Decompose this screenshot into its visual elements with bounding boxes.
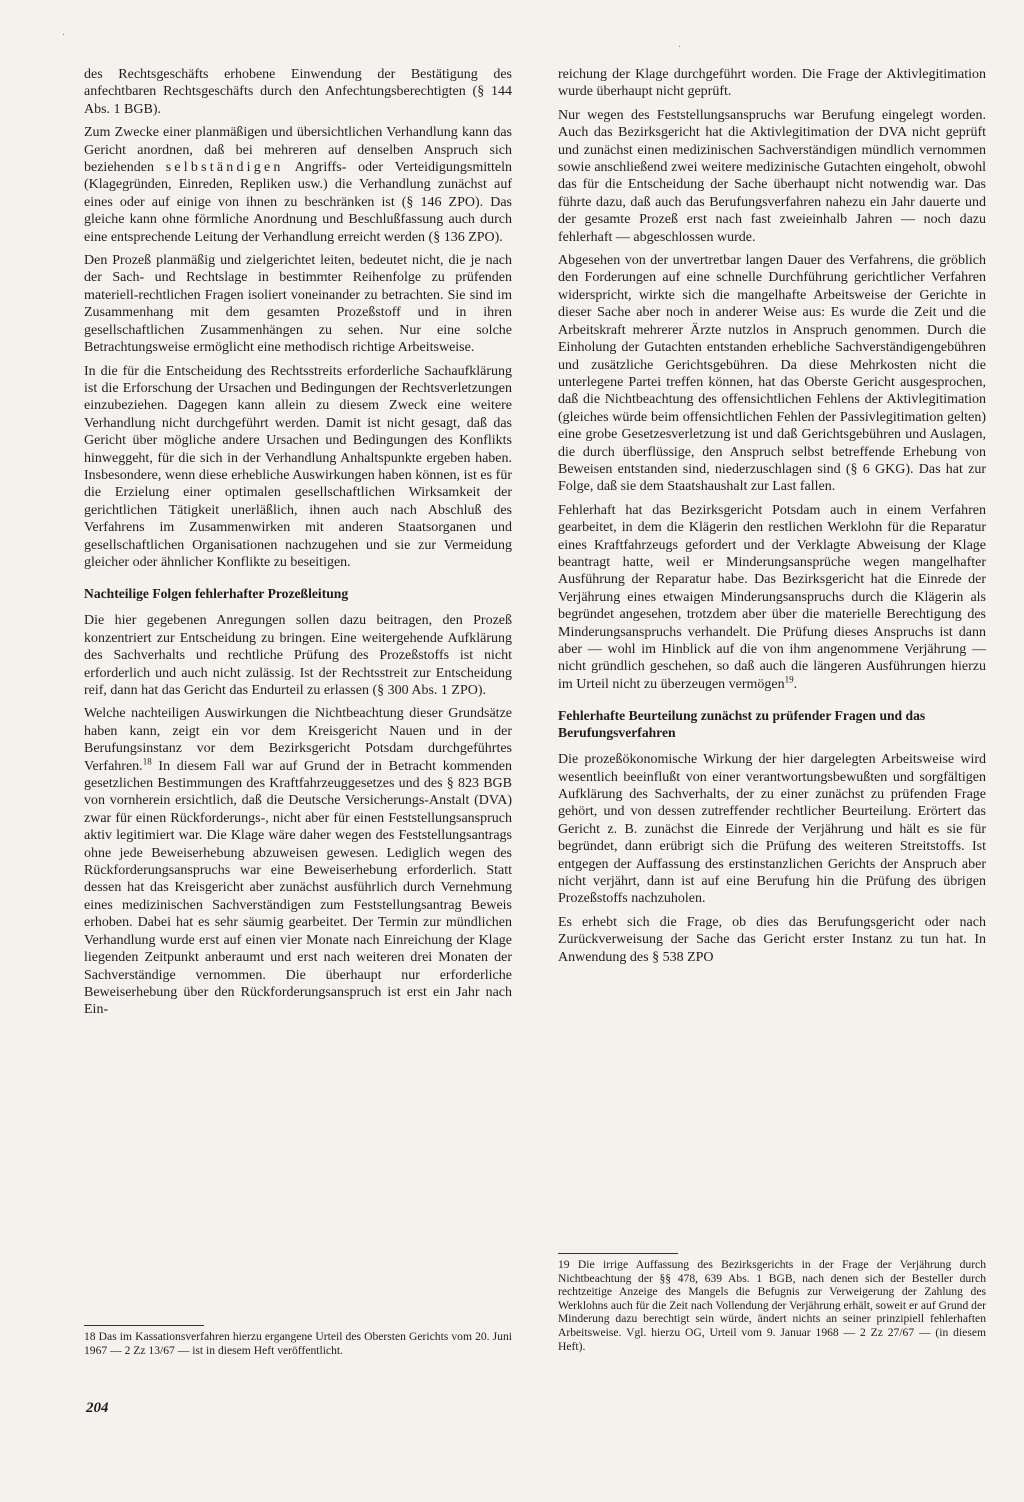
paragraph: Nur wegen des Feststellungsanspruchs war Berufung eingelegt worden. Auch das Bezirksgericht hat die Aktivlegitimation der DVA nicht geprüft und zunächst einen medizinischen Sachverständigen mündlich vernommen sowie anschließend zwei weitere medizinische Gutachten eingeholt, obwohl das für die Entscheidung der Sache überhaupt nicht notwendig war. Das führte dazu, daß auch das Berufungsverfahren nahezu ein Jahr dauerte und der gesamte Prozeß erst nach fast zweieinhalb Jahren — noch dazu fehlerhaft — abgeschlossen wurde. bbox=[558, 107, 986, 245]
paragraph: Den Prozeß planmäßig und zielgerichtet leiten, bedeutet nicht, die je nach der Sach- und Rechtslage in bestimmter Reihenfolge zu prüfenden materiell-rechtlichen Fragen isoliert voneinander zu betrachten. Sie sind im Zusammenhang mit dem gesamten Prozeßstoff und in ihren gesellschaftlichen Zusammenhängen zu sehen. Nur eine solche Betrachtungsweise ermöglicht eine methodisch richtige Arbeitsweise. bbox=[84, 253, 512, 356]
footnote-rule bbox=[558, 1253, 678, 1254]
paragraph: Zum Zwecke einer planmäßigen und übersichtlichen Verhandlung kann das Gericht anordnen, daß bei mehreren auf denselben Anspruch sich beziehenden selbständigen Angriffs- oder Verteidigungsmitteln (Klagegründen, Einreden, Repliken usw.) die Verhandlung zunächst auf eines oder auf einige von ihnen zu beschränken ist (§ 146 ZPO). Das gleiche kann ohne förmliche Anordnung und Beschlußfassung auch durch eine entsprechende Leitung der Verhandlung erreicht werden (§ 136 ZPO). bbox=[84, 125, 512, 245]
page-number: 204 bbox=[86, 1400, 109, 1416]
footnote-rule bbox=[84, 1325, 204, 1326]
paragraph: In die für die Entscheidung des Rechtsstreits erforderliche Sachaufklärung ist die Erforschung der Ursachen und Bedingungen der Rechtsverletzungen einzubeziehen. Dagegen kann allein zu diesem Zweck eine weitere Verhandlung nicht durchgeführt werden. Damit ist nicht gesagt, daß das Gericht über mögliche andere Ursachen und Bedingungen des Konflikts hinweggeht, für die sich in der Verhandlung Anhaltspunkte ergeben haben. Insbesondere, wenn diese erhebliche Auswirkungen haben können, ist es für die Erzielung einer optimalen gesellschaftlichen Wirksamkeit der gerichtlichen Tätigkeit unerläßlich, ihnen auch nach Abschluß des Verfahrens im Zusammenwirken mit anderen Staatsorganen und gesellschaftlichen Organisationen nachzugehen und sie zur Vermeidung gleicher oder ähnlicher Konflikte zu beseitigen. bbox=[84, 363, 512, 570]
scan-speck: · bbox=[678, 42, 682, 53]
left-column bbox=[84, 66, 512, 1025]
paragraph: Fehlerhaft hat das Bezirksgericht Potsdam auch in einem Verfahren gearbeitet, in dem die Klägerin den restlichen Werklohn für die Reparatur eines Kraftfahrzeugs gefordert und der Verklagte Abweisung der Klage beantragt hatte, weil er Minderungsansprüche wegen mangelhafter Ausführung der Reparatur habe. Das Bezirksgericht hat die Einrede der Verjährung eines etwaigen Minderungsanspruchs durch die Klägerin als begründet angesehen, trotzdem aber über die materielle Berechtigung des Minderungsanspruchs verhandelt. Die Prüfung dieses Anspruchs ist dann aber — wohl im Hinblick auf die von ihm angenommene Verjährung — nicht gründlich geschehen, so daß auch die längeren Ausführungen hierzu im Urteil nicht zu überzeugen vermögen$^{19}$. bbox=[558, 502, 986, 692]
footnote-ref: 19 bbox=[784, 674, 794, 685]
paragraph: Abgesehen von der unvertretbar langen Dauer des Verfahrens, die gröblich den Forderungen auf eine schnelle Durchführung gerichtlicher Verfahren widerspricht, wirkte sich die mangelhafte Arbeitsweise der Gerichte in dieser Sache aber noch in anderer Weise aus: Es wurde die Zeit und die Arbeitskraft mehrerer Ärzte nutzlos in Anspruch genommen. Durch die Einholung der Gutachten entstanden erhebliche Sachverständigengebühren und zusätzliche Gerichtsgebühren. Da diese Mehrkosten nicht die unterlegene Partei treffen können, hat das Oberste Gericht ausgesprochen, daß die Nichtbeachtung des offensichtlichen Fehlens der Aktivlegitimation (gleiches würde beim offensichtlichen Fehlen der Passivlegitimation gelten) eine grobe Gesetzesverletzung ist und daß Gerichtsgebühren und Auslagen, die durch überflüssige, den Anspruch selbst betreffende Erhebung von Beweisen entstanden sind, niederzuschlagen sind (§ 6 GKG). Das hat zur Folge, daß sie dem Staatshaushalt zur Last fallen. bbox=[558, 253, 986, 495]
paragraph: Es erhebt sich die Frage, ob dies das Berufungsgericht oder nach Zurückverweisung der Sache das Gericht erster Instanz zu tun hat. In Anwendung des § 538 ZPO bbox=[558, 914, 986, 965]
paragraph: Die prozeßökonomische Wirkung der hier dargelegten Arbeitsweise wird wesentlich beeinflußt von einer verantwortungsbewußten und sorgfältigen Aufklärung des Sachverhalts, der zu einer zunächst zu prüfenden Frage gehört, und von dessen zutreffender rechtlicher Beurteilung. Erörtert das Gericht z. B. zunächst die Einrede der Verjährung und hält es sie für begründet, dann erübrigt sich die Prüfung des weiteren Streitstoffs. Ist entgegen der Auffassung des erstinstanzlichen Gerichts der Anspruch aber nicht verjährt, dann ist auf eine Berufung hin die Prüfung des übrigen Prozeßstoffs nachzuholen. bbox=[558, 752, 986, 907]
footnote-ref: 18 bbox=[142, 755, 152, 766]
section-heading: Nachteilige Folgen fehlerhafter Prozeßleitung bbox=[84, 586, 349, 602]
footnote-18: 18 Das im Kassationsverfahren hierzu ergangene Urteil des Obersten Gerichts vom 20. Juni 1967 — 2 Zz 13/67 — ist in diesem Heft veröffentlicht. bbox=[84, 1330, 512, 1357]
paragraph: reichung der Klage durchgeführt worden. Die Frage der Aktivlegitimation wurde überhaupt nicht geprüft. bbox=[558, 67, 986, 100]
section-heading: Fehlerhafte Beurteilung zunächst zu prüfender Fragen und das Berufungsverfahren bbox=[558, 708, 926, 741]
footnote-19: 19 Die irrige Auffassung des Bezirksgerichts in der Frage der Verjährung durch Nichtbeachtung der §§ 478, 639 Abs. 1 BGB, nach denen sich der Besteller durch rechtzeitige Anzeige des Mangels die Befugnis zur Verweigerung der Zahlung des Werklohns auch für die Zeit nach Vollendung der Verjährung erhält, soweit er auf Grund der Minderung dazu berechtigt sein würde, ändert nichts an seiner prinzipiell fehlerhaften Arbeitsweise. Vgl. hierzu OG, Urteil vom 9. Januar 1968 — 2 Zz 27/67 — (in diesem Heft). bbox=[558, 1258, 986, 1353]
spaced-emphasis: selbständigen bbox=[165, 160, 284, 176]
right-footnotes bbox=[558, 1253, 986, 1353]
scan-speck: · bbox=[62, 30, 66, 41]
left-footnotes bbox=[84, 1325, 512, 1357]
paragraph: Die hier gegebenen Anregungen sollen dazu beitragen, den Prozeß konzentriert zur Entscheidung zu bringen. Eine weitergehende Aufklärung des Sachverhalts und rechtliche Prüfung des Prozeßstoffs ist nicht erforderlich und auch nicht zulässig. Ist der Rechtsstreit zur Entscheidung reif, dann hat das Gericht das Endurteil zu erlassen (§ 300 Abs. 1 ZPO). bbox=[84, 613, 512, 698]
right-column bbox=[558, 66, 986, 972]
paragraph: des Rechtsgeschäfts erhobene Einwendung der Bestätigung des anfechtbaren Rechtsgeschäfts durch den Anfechtungsberechtigten (§ 144 Abs. 1 BGB). bbox=[84, 67, 512, 117]
paragraph: Welche nachteiligen Auswirkungen die Nichtbeachtung dieser Grundsätze haben kann, zeigt ein vor dem Kreisgericht Nauen und in der Berufungsinstanz vor dem Bezirksgericht Potsdam durchgeführtes Verfahren.$^{18}$ In diesem Fall war auf Grund der in Betracht kommenden gesetzlichen Bestimmungen des Kraftfahrzeuggesetzes und des § 823 BGB von vornherein ersichtlich, daß die Deutsche Versicherungs-Anstalt (DVA) zwar für einen Rückforderungs-, nicht aber für einen Feststellungsanspruch aktiv legitimiert war. Die Klage wäre daher wegen des Feststellungsantrags ohne jede Beweiserhebung abzuweisen gewesen. Lediglich wegen des Rückforderungsanspruchs war eine Beweiserhebung erforderlich. Statt dessen hat das Kreisgericht aber zunächst ausführlich durch Vernehmung eines medizinischen Sachverständigen zum Feststellungsantrag Beweis erhoben. Dabei hat es sehr säumig gearbeitet. Der Termin zur mündlichen Verhandlung wurde erst auf einen vier Monate nach Einreichung der Klage liegenden Zeitpunkt anberaumt und erst nach weiteren drei Monaten der Sachverständige vernommen. Die überhaupt nur erforderliche Beweiserhebung über den Rückforderungsanspruch ist erst ein Jahr nach Ein- bbox=[84, 706, 512, 1018]
